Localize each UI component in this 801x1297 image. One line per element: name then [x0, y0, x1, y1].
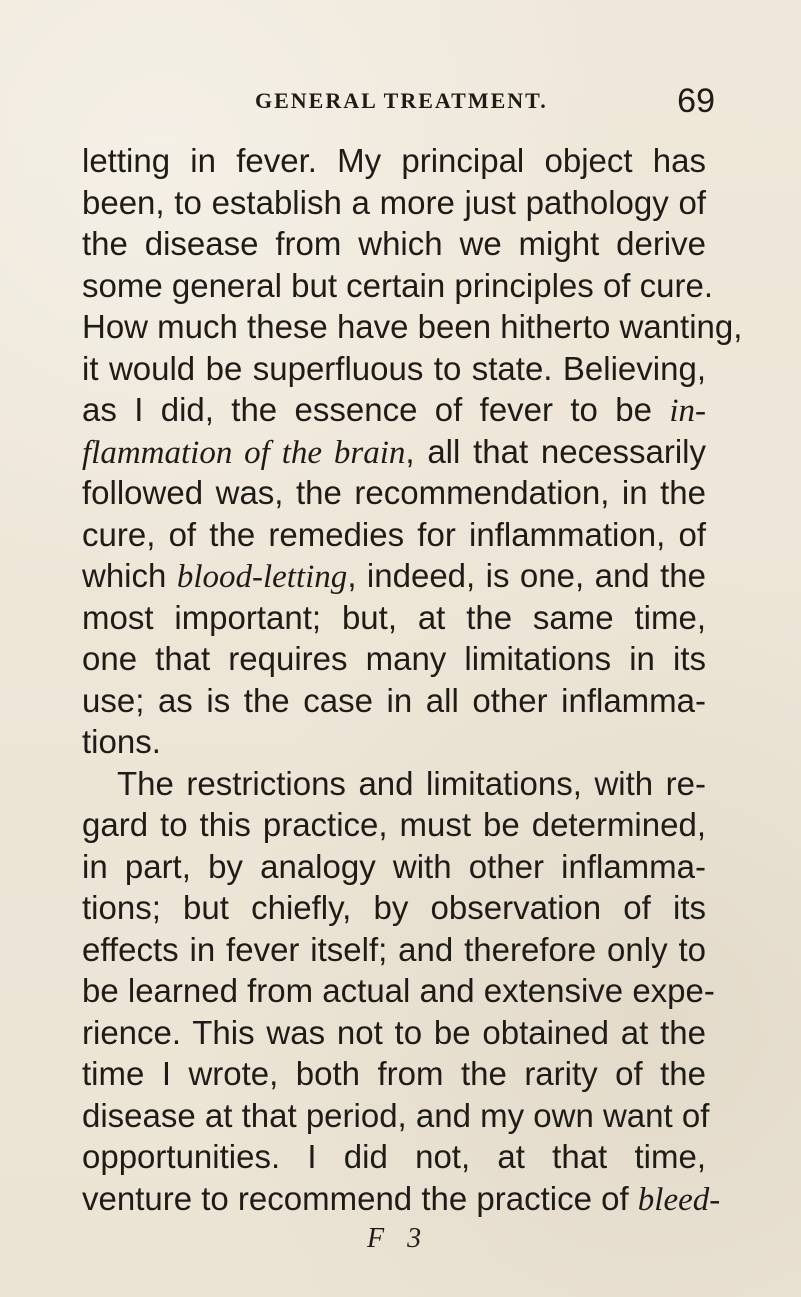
- text-line: been, to establish a more just pathology of: [82, 183, 706, 221]
- text-line: effects in fever itself; and therefore only to: [82, 930, 706, 968]
- italic-text: blood-letting: [176, 559, 348, 595]
- text-line: flammation of the brain, all that necessarily: [82, 432, 706, 471]
- italic-text: bleed-: [637, 1181, 721, 1218]
- text-line: How much these have been hitherto wanting,: [82, 308, 743, 345]
- text-line: opportunities. I did not, at that time,: [82, 1138, 706, 1175]
- text-line: cure, of the remedies for inflammation, of: [82, 515, 706, 553]
- text-line: be learned from actual and extensive expe-: [82, 972, 715, 1009]
- text-line: use; as is the case in all other inflamma-: [82, 681, 706, 719]
- text-line: tions.: [82, 723, 161, 760]
- text-line: venture to recommend the practice of bleed-: [82, 1179, 721, 1218]
- text-line: one that requires many limitations in its: [82, 640, 706, 677]
- text-line: in part, by analogy with other inflamma-: [82, 847, 706, 885]
- italic-text: flammation of the brain: [82, 434, 406, 471]
- text-line: it would be superfluous to state. Believing,: [82, 349, 706, 387]
- text-line: tions; but chiefly, by observation of its: [82, 889, 706, 926]
- text-line: The restrictions and limitations, with re-: [117, 764, 706, 802]
- italic-text: in-: [669, 393, 706, 429]
- running-title: GENERAL TREATMENT.: [255, 88, 548, 113]
- text-line: disease at that period, and my own want of: [82, 1096, 710, 1134]
- text-line: which blood-letting, indeed, is one, and the: [82, 557, 706, 595]
- text-line: gard to this practice, must be determined,: [82, 806, 706, 843]
- text-line: as I did, the essence of fever to be in-: [82, 391, 706, 429]
- printer-signature: F 3: [367, 1223, 430, 1254]
- page-number: 69: [677, 82, 715, 120]
- text-line: time I wrote, both from the rarity of the: [82, 1055, 706, 1092]
- text-line: followed was, the recommendation, in the: [82, 474, 706, 511]
- page-header: [255, 84, 715, 118]
- body-text: [82, 140, 743, 1219]
- text-line: some general but certain principles of cure.: [82, 266, 713, 304]
- text-line: rience. This was not to be obtained at the: [82, 1013, 706, 1051]
- text-line: letting in fever. My principal object has: [82, 142, 706, 179]
- text-line: the disease from which we might derive: [82, 225, 706, 262]
- text-line: most important; but, at the same time,: [82, 598, 706, 636]
